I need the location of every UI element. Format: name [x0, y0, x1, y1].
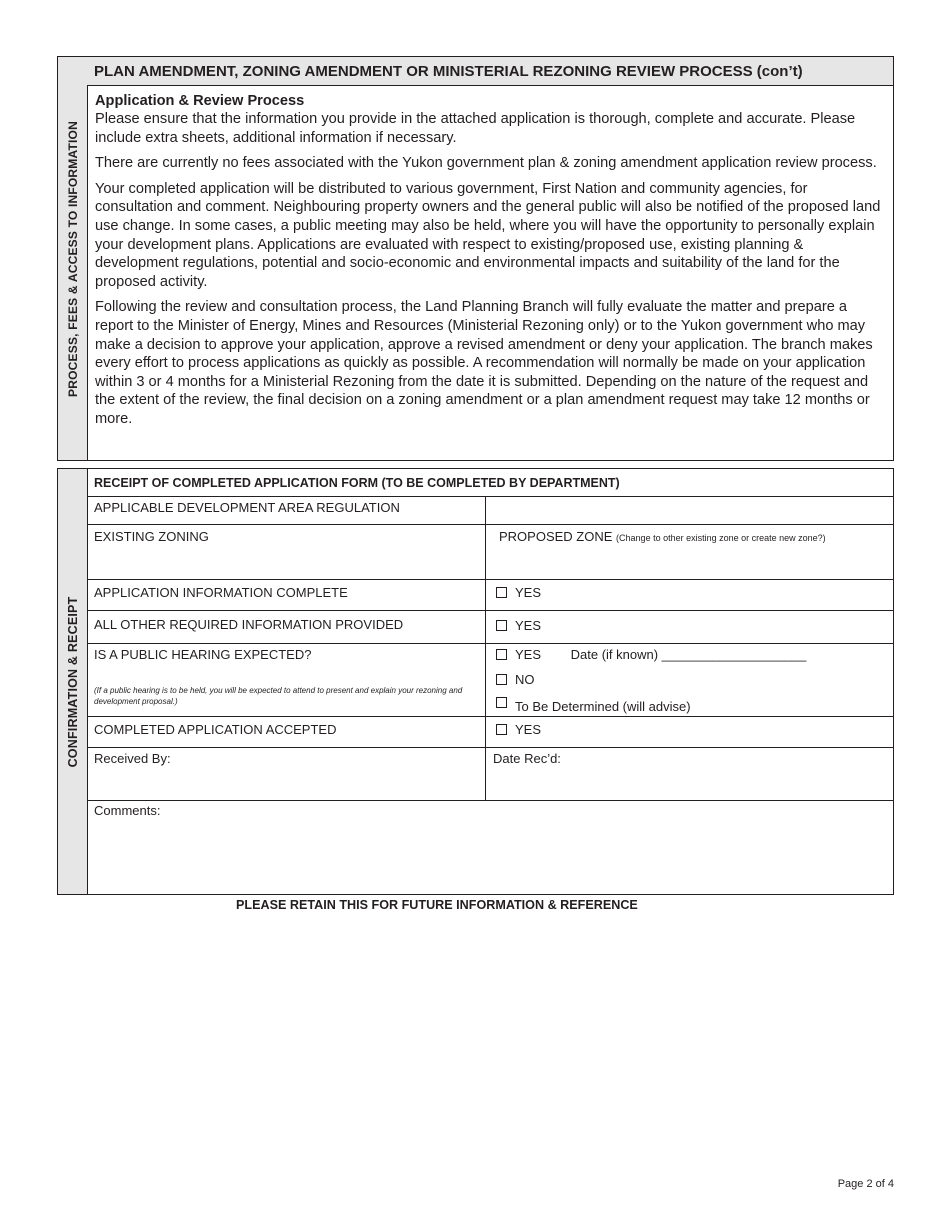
yes-label: YES: [515, 585, 542, 600]
tbd-label: To Be Determined (will advise): [515, 699, 691, 714]
received-by-field[interactable]: [87, 748, 486, 800]
paragraph-accuracy: Please ensure that the information you provide in the attached application is thorough, complete and accurate. Please include extra sheets, additional information if necessary.: [95, 111, 856, 146]
other-info-yes-checkbox[interactable]: [496, 620, 507, 631]
application-accepted-row: [87, 717, 893, 748]
public-hearing-tbd-checkbox[interactable]: [496, 697, 507, 708]
sidebar-label: CONFIRMATION & RECEIPT: [65, 596, 80, 767]
applicable-regulation-field[interactable]: [486, 497, 893, 524]
public-hearing-note: (If a public hearing is to be held, you will be expected to attend to present and explain your rezoning and development proposal.): [94, 686, 463, 706]
proposed-zone-label: PROPOSED ZONE: [499, 529, 613, 544]
received-row: [87, 748, 893, 801]
application-accepted-yes-checkbox[interactable]: [496, 724, 507, 735]
applicable-regulation-label: APPLICABLE DEVELOPMENT AREA REGULATION: [94, 500, 400, 515]
section-body: [87, 86, 893, 460]
date-received-field[interactable]: [486, 748, 893, 800]
section-sidebar: [58, 469, 88, 894]
hearing-date-field[interactable]: Date (if known) ____________________: [570, 647, 807, 662]
review-process-section: [57, 56, 894, 461]
applicable-regulation-row: [87, 497, 893, 525]
sidebar-label: PROCESS, FEES & ACCESS TO INFORMATION: [65, 120, 80, 397]
other-info-row: [87, 611, 893, 644]
yes-label: YES: [515, 647, 542, 662]
public-hearing-no-checkbox[interactable]: [496, 674, 507, 685]
other-info-label: ALL OTHER REQUIRED INFORMATION PROVIDED: [94, 617, 404, 632]
retain-notice: PLEASE RETAIN THIS FOR FUTURE INFORMATION & REFERENCE: [236, 898, 638, 912]
existing-zoning-field[interactable]: [87, 525, 486, 579]
proposed-zone-note: (Change to other existing zone or create new zone?): [616, 533, 826, 543]
received-by-label: Received By:: [94, 751, 171, 766]
paragraph-evaluation: Following the review and consultation process, the Land Planning Branch will fully evaluate the matter and prepare a report to the Minister of Energy, Mines and Resources (Ministerial Rezoning only) or to the Yukon government who may make a decision to approve your application, approve a revised amendment or deny your application. The branch makes every effort to process applications as quickly as possible. A recommendation will normally be made on your application within 3 or 4 months for a Ministerial Rezoning from the date it is submitted. Depending on the nature of the request and the extent of the review, the final decision on a zoning amendment or a plan amendment request may take 12 months or more.: [95, 299, 873, 427]
zoning-row: [87, 525, 893, 580]
public-hearing-yes-checkbox[interactable]: [496, 649, 507, 660]
app-info-complete-yes-checkbox[interactable]: [496, 587, 507, 598]
yes-label: YES: [515, 722, 542, 737]
receipt-header-row: [87, 469, 893, 497]
page-number: Page 2 of 4: [837, 1178, 894, 1190]
existing-zoning-label: EXISTING ZONING: [94, 529, 209, 544]
comments-field[interactable]: [87, 801, 893, 894]
section-sidebar: [58, 57, 88, 460]
paragraph-fees: There are currently no fees associated with the Yukon government plan & zoning amendment application review process.: [95, 155, 877, 172]
proposed-zone-field[interactable]: [486, 525, 893, 579]
public-hearing-label: IS A PUBLIC HEARING EXPECTED?: [94, 647, 312, 662]
date-received-label: Date Rec’d:: [493, 751, 561, 766]
receipt-header: RECEIPT OF COMPLETED APPLICATION FORM (TO BE COMPLETED BY DEPARTMENT): [94, 476, 620, 490]
yes-label: YES: [515, 618, 542, 633]
section-heading: Application & Review Process: [95, 93, 305, 109]
comments-label: Comments:: [94, 803, 161, 818]
section-title: PLAN AMENDMENT, ZONING AMENDMENT OR MINISTERIAL REZONING REVIEW PROCESS (con’t): [87, 57, 893, 86]
app-info-complete-row: [87, 580, 893, 611]
confirmation-receipt-section: [57, 468, 894, 895]
no-label: NO: [515, 672, 535, 687]
public-hearing-row: [87, 644, 893, 717]
app-info-complete-label: APPLICATION INFORMATION COMPLETE: [94, 585, 348, 600]
paragraph-distribution: Your completed application will be distributed to various government, First Nation and community agencies, for consultation and comment. Neighbouring property owners and the general public will also be notified of the proposed land use change. In some cases, a public meeting may also be held, where you will have the opportunity to personally explain your development plans. Applications are evaluated with respect to existing/proposed use, existing planning & development regulations, potential and socio-economic and environmental impacts and suitability of the land for the proposed activity.: [95, 180, 881, 290]
application-accepted-label: COMPLETED APPLICATION ACCEPTED: [94, 722, 337, 737]
